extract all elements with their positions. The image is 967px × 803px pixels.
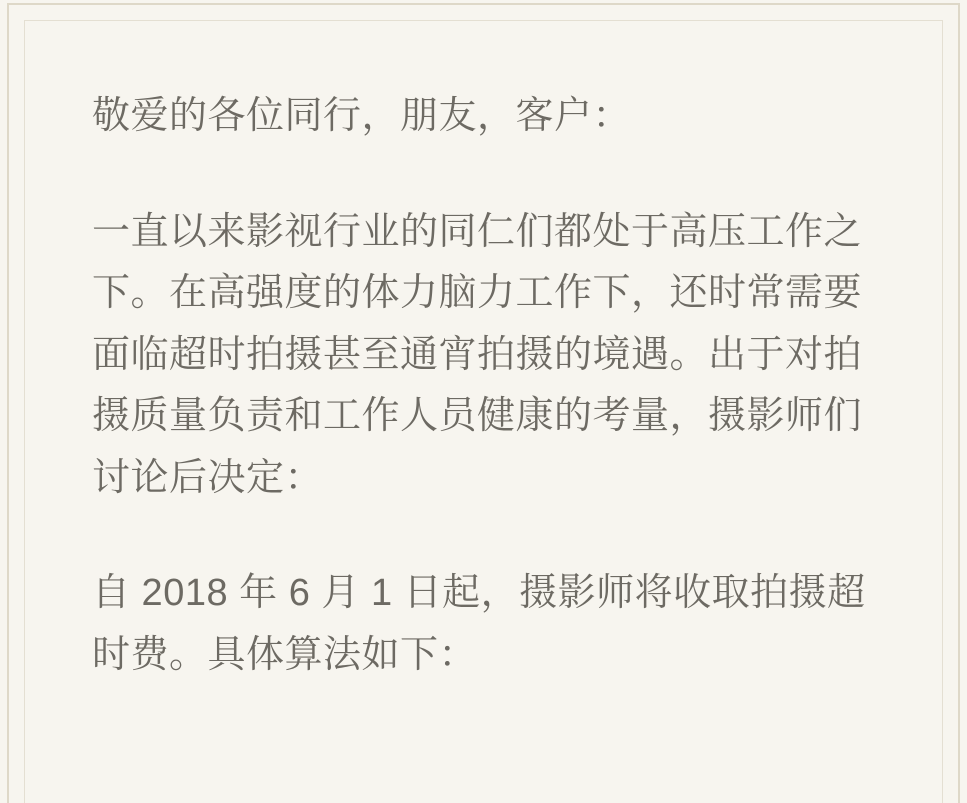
- paragraph-salutation: 敬爱的各位同行，朋友，客户：: [92, 95, 632, 137]
- document-body: [92, 86, 887, 686]
- paragraph-body-2: 自 2018 年 6 月 1 日起，摄影师将收取拍摄超时费。具体算法如下：: [92, 572, 866, 676]
- paragraph-body-1: 一直以来影视行业的同仁们都处于高压工作之下。在高强度的体力脑力工作下，还时常需要面临超时拍摄甚至通宵拍摄的境遇。出于对拍摄质量负责和工作人员健康的考量，摄影师们讨论后决定：: [92, 210, 863, 499]
